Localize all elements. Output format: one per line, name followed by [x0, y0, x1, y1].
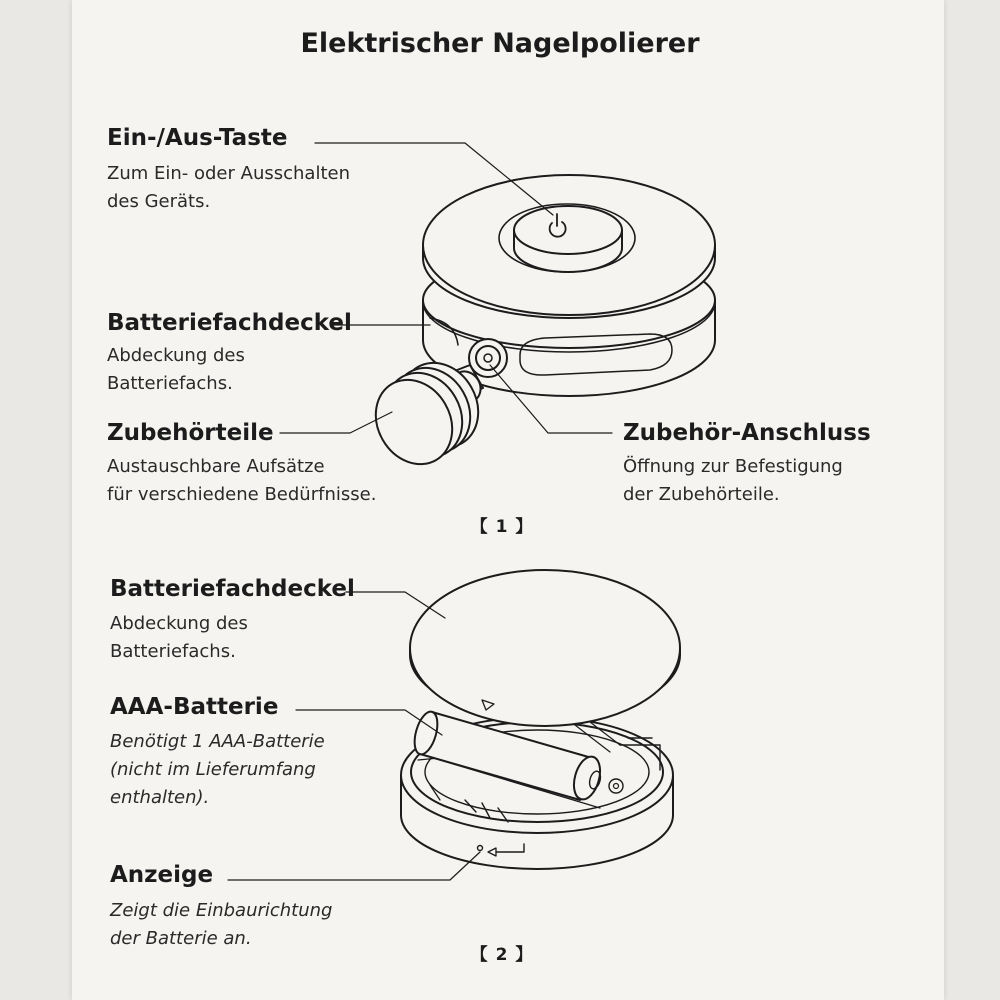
indicator-label: Anzeige	[110, 862, 214, 888]
polisher-device-figure-2	[401, 709, 673, 869]
battery-cover-figure-2	[410, 570, 680, 726]
figure-1-number: 【 1 】	[470, 517, 534, 537]
battery-cover-label-2: Batteriefachdeckel	[110, 576, 355, 602]
battery-label: AAA-Batterie	[110, 694, 279, 720]
power-button-description: Zum Ein- oder Ausschalten des Geräts.	[107, 163, 350, 212]
attachments-label: Zubehörteile	[107, 420, 274, 446]
attachment-port-label: Zubehör-Anschluss	[623, 420, 871, 446]
battery-description: Benötigt 1 AAA-Batterie (nicht im Lieferumfang enthalten).	[110, 731, 325, 808]
attachment-port-description: Öffnung zur Befestigung der Zubehörteile.	[623, 456, 843, 505]
indicator-description: Zeigt die Einbaurichtung der Batterie an.	[110, 900, 333, 949]
polisher-device-figure-1	[423, 175, 715, 396]
page-title: Elektrischer Nagelpolierer	[300, 28, 700, 59]
power-button-label: Ein-/Aus-Taste	[107, 125, 288, 151]
battery-cover-description: Abdeckung des Batteriefachs.	[107, 345, 245, 394]
figure-2-number: 【 2 】	[470, 945, 534, 965]
battery-cover-description-2: Abdeckung des Batteriefachs.	[110, 613, 248, 662]
attachments-description: Austauschbare Aufsätze für verschiedene Bedürfnisse.	[107, 456, 377, 505]
battery-cover-label: Batteriefachdeckel	[107, 310, 352, 336]
